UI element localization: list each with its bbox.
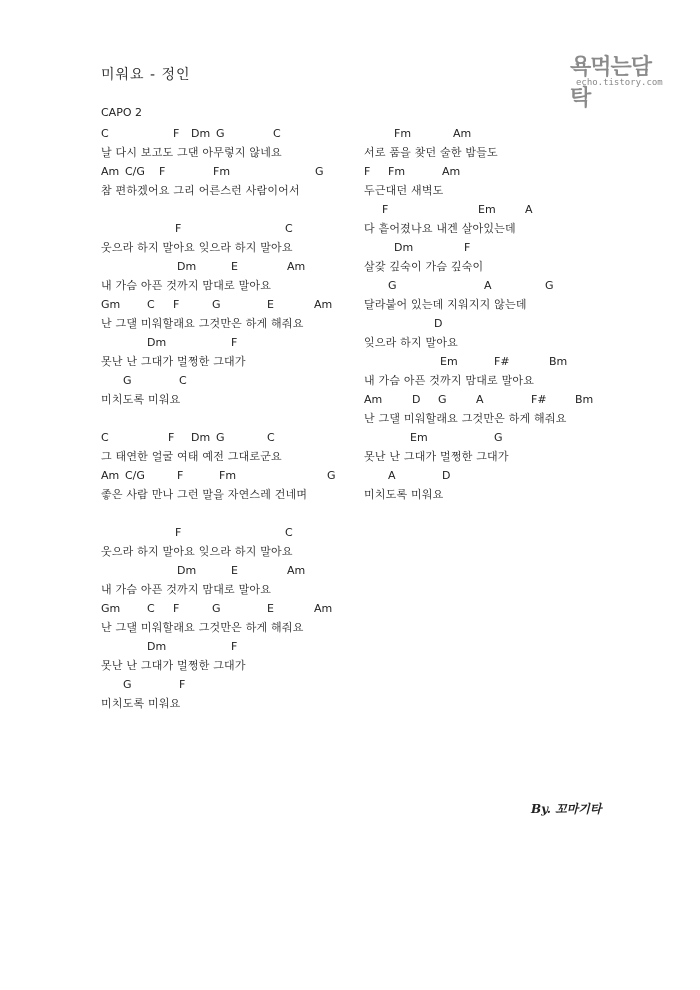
lyric-line: 못난 난 그대가 멀쩡한 그대가	[101, 355, 246, 368]
chord-symbol: F	[175, 222, 182, 235]
lyric-line: 내 가슴 아픈 것까지 맘대로 말아요	[101, 583, 272, 596]
blank-line	[101, 504, 361, 523]
lyric-line: 미치도록 미워요	[101, 697, 181, 710]
chord-line	[364, 390, 624, 409]
chord-symbol: G	[216, 127, 225, 140]
chord-symbol: G	[123, 678, 132, 691]
chord-symbol: F#	[494, 355, 510, 368]
chord-symbol: Am	[314, 602, 333, 615]
chord-symbol: Fm	[213, 165, 231, 178]
chord-symbol: C	[285, 526, 293, 539]
chord-symbol: G	[315, 165, 324, 178]
chord-symbol: C	[147, 602, 155, 615]
song-title: 미워요 - 정인	[101, 67, 191, 83]
chord-symbol: G	[212, 602, 221, 615]
chord-symbol: C	[101, 127, 109, 140]
chord-symbol: A	[484, 279, 492, 292]
chord-symbol: Em	[410, 431, 428, 444]
lyric-line: 살갗 깊숙이 가슴 깊숙이	[364, 260, 484, 273]
chord-symbol: F	[231, 336, 238, 349]
chord-symbol: F#	[531, 393, 547, 406]
chord-symbol: F	[464, 241, 471, 254]
chord-symbol: F	[168, 431, 175, 444]
chord-symbol: F	[173, 127, 180, 140]
chord-symbol: Am	[314, 298, 333, 311]
chord-symbol: C/G	[125, 469, 145, 482]
chord-symbol: Fm	[219, 469, 237, 482]
chord-symbol: F	[173, 298, 180, 311]
chord-line	[101, 333, 361, 352]
lyric-line: 그 태연한 얼굴 여태 예전 그대로군요	[101, 450, 282, 463]
left-column	[101, 124, 361, 713]
chord-symbol: D	[442, 469, 451, 482]
chord-symbol: E	[231, 564, 238, 577]
blank-line	[101, 200, 361, 219]
watermark-logo	[570, 50, 670, 111]
chord-symbol: Fm	[388, 165, 406, 178]
right-column	[364, 124, 624, 504]
chord-line	[364, 428, 624, 447]
chord-symbol: Am	[287, 564, 306, 577]
lyric-line: 난 그댈 미워할래요 그것만은 하게 해줘요	[101, 621, 304, 634]
author-signature: By. 꼬마기타	[531, 802, 602, 816]
chord-symbol: Am	[101, 469, 120, 482]
chord-line	[364, 314, 624, 333]
chord-line	[364, 352, 624, 371]
chord-symbol: C	[179, 374, 187, 387]
chord-symbol: Dm	[147, 640, 167, 653]
chord-symbol: Dm	[177, 260, 197, 273]
chord-line	[101, 371, 361, 390]
chord-symbol: F	[173, 602, 180, 615]
chord-symbol: Dm	[147, 336, 167, 349]
chord-symbol: F	[364, 165, 371, 178]
lyric-line: 미치도록 미워요	[101, 393, 181, 406]
chord-symbol: C	[273, 127, 281, 140]
chord-symbol: Am	[287, 260, 306, 273]
chord-line	[101, 219, 361, 238]
chord-symbol: C/G	[125, 165, 145, 178]
lyric-line: 두근대던 새벽도	[364, 184, 444, 197]
chord-symbol: D	[434, 317, 443, 330]
lyric-line: 내 가슴 아픈 것까지 맘대로 말아요	[364, 374, 535, 387]
lyric-line: 달라붙어 있는데 지워지지 않는데	[364, 298, 527, 311]
chord-line	[101, 428, 361, 447]
chord-symbol: Fm	[394, 127, 412, 140]
chord-line	[364, 238, 624, 257]
chord-symbol: F	[175, 526, 182, 539]
chord-line	[101, 637, 361, 656]
lyric-line: 난 그댈 미워할래요 그것만은 하게 해줘요	[101, 317, 304, 330]
lyric-line: 날 다시 보고도 그댄 아무렇지 않네요	[101, 146, 282, 159]
chord-symbol: C	[285, 222, 293, 235]
chord-symbol: Dm	[191, 431, 211, 444]
chord-symbol: F	[231, 640, 238, 653]
chord-symbol: G	[216, 431, 225, 444]
chord-symbol: F	[382, 203, 389, 216]
chord-symbol: C	[267, 431, 275, 444]
chord-symbol: E	[267, 602, 274, 615]
capo-label: CAPO 2	[101, 106, 142, 119]
chord-symbol: Dm	[191, 127, 211, 140]
chord-line	[364, 124, 624, 143]
chord-symbol: Am	[101, 165, 120, 178]
chord-symbol: A	[525, 203, 533, 216]
lyric-line: 못난 난 그대가 멀쩡한 그대가	[101, 659, 246, 672]
lyric-line: 미치도록 미워요	[364, 488, 444, 501]
blank-line	[101, 409, 361, 428]
chord-symbol: E	[231, 260, 238, 273]
chord-line	[101, 295, 361, 314]
chord-line	[101, 523, 361, 542]
chord-symbol: G	[388, 279, 397, 292]
chord-symbol: E	[267, 298, 274, 311]
chord-symbol: C	[101, 431, 109, 444]
lyric-line: 서로 품을 찾던 술한 밤들도	[364, 146, 498, 159]
lyric-line: 못난 난 그대가 멀쩡한 그대가	[364, 450, 509, 463]
chord-symbol: F	[179, 678, 186, 691]
chord-symbol: G	[438, 393, 447, 406]
chord-symbol: Am	[442, 165, 461, 178]
lyric-line: 다 흩어졌나요 내겐 살아있는데	[364, 222, 516, 235]
logo-text: 욕먹는담탁	[570, 55, 652, 111]
chord-symbol: Em	[478, 203, 496, 216]
chord-line	[101, 124, 361, 143]
chord-symbol: Em	[440, 355, 458, 368]
chord-symbol: C	[147, 298, 155, 311]
chord-symbol: Bm	[575, 393, 594, 406]
lyric-line: 참 편하겠어요 그리 어른스런 사람이어서	[101, 184, 300, 197]
chord-line	[364, 162, 624, 181]
chord-line	[101, 466, 361, 485]
chord-symbol: Dm	[177, 564, 197, 577]
lyric-line: 난 그댈 미워할래요 그것만은 하게 해줘요	[364, 412, 567, 425]
lyric-line: 좋은 사람 만나 그런 말을 자연스레 건네며	[101, 488, 308, 501]
chord-symbol: G	[494, 431, 503, 444]
chord-symbol: Bm	[549, 355, 568, 368]
chord-line	[101, 675, 361, 694]
lyric-line: 웃으라 하지 말아요 잊으라 하지 말아요	[101, 241, 293, 254]
chord-symbol: Dm	[394, 241, 414, 254]
chord-line	[101, 257, 361, 276]
chord-line	[364, 200, 624, 219]
chord-symbol: F	[177, 469, 184, 482]
lyric-line: 잊으라 하지 말아요	[364, 336, 459, 349]
lyric-line: 내 가슴 아픈 것까지 맘대로 말아요	[101, 279, 272, 292]
chord-line	[364, 276, 624, 295]
chord-symbol: Am	[453, 127, 472, 140]
chord-symbol: G	[327, 469, 336, 482]
chord-symbol: Gm	[101, 298, 121, 311]
chord-line	[101, 561, 361, 580]
chord-symbol: G	[212, 298, 221, 311]
chord-line	[364, 466, 624, 485]
chord-symbol: G	[545, 279, 554, 292]
chord-symbol: A	[476, 393, 484, 406]
chord-line	[101, 162, 361, 181]
chord-symbol: F	[159, 165, 166, 178]
chord-symbol: Gm	[101, 602, 121, 615]
lyric-line: 웃으라 하지 말아요 잊으라 하지 말아요	[101, 545, 293, 558]
chord-symbol: A	[388, 469, 396, 482]
chord-symbol: D	[412, 393, 421, 406]
logo-url: echo.tistory.com	[576, 78, 663, 88]
chord-symbol: Am	[364, 393, 383, 406]
chord-line	[101, 599, 361, 618]
chord-symbol: G	[123, 374, 132, 387]
